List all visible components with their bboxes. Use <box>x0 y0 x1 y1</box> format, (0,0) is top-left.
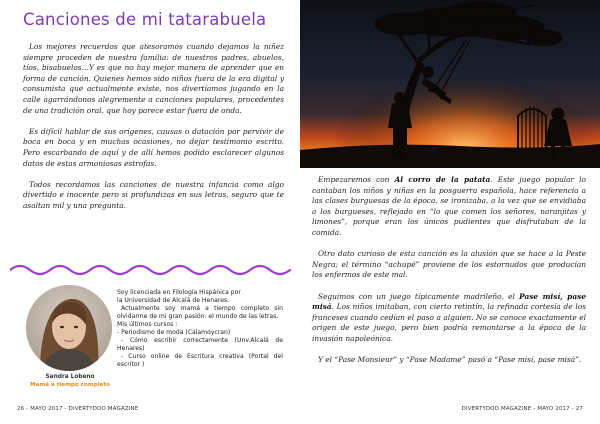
paragraph: Todos recordamos las canciones de nuestra infancia como algo divertido e inocente pero si profundizas en sus letras, seguro que te asaltan mil y una pregunta. <box>23 179 284 210</box>
author-avatar <box>26 285 112 371</box>
bio-line: Soy licenciada en Filología Hispánica por <box>117 289 241 296</box>
bio-line: - Periodismo de moda (Calamoycran) <box>117 329 231 336</box>
sunset-swing-photo <box>300 0 600 168</box>
paragraph-text: Otro dato curioso de esta canción es la alusión que se hace a la Peste Negra; el término “achupé” proviene de los estornudos que producían los enfermos de este mal. <box>312 249 586 280</box>
left-page-footer: 26 - MAYO 2017 - DIVERTYDOO MAGAZINE <box>17 406 139 412</box>
song-title: Pase misí, pase misá <box>312 291 586 312</box>
bio-line: la Universidad de Alcalá de Henares. <box>117 297 230 304</box>
bio-line: - Curso online de Escritura creativa (Portal del escritor ) <box>117 353 283 368</box>
bio-line: Mis últimos cursos : <box>117 321 178 328</box>
paragraph <box>312 175 586 239</box>
paragraph-text: Seguimos con un juego típicamente madrileño, el <box>318 291 520 301</box>
right-article-column <box>312 175 586 376</box>
right-page-footer: DIVERTYDOO MAGAZINE - MAYO 2017 - 27 <box>461 406 583 412</box>
author-name: Sandra Lobeno <box>45 374 95 380</box>
author-role: Mamá a tiempo completo <box>30 382 110 388</box>
paragraph-text: . Este juego popular lo cantaban los niños y niñas en la posguerra española, hace referencia a las clases burguesas de la época, se ironizaba, a la vez que se envidiaba a los burgueses, reflejado en “lo que comen los señores, naranjitas y limones”, porque eran los únicos pudientes que disfrutaban de la comida. <box>312 175 586 237</box>
paragraph: Es difícil hablar de sus orígenes, causas o datación por pervivir de boca en boca y en muchas ocasiones, no dejar testimonio escrito. Pero escarbando de aquí y de allí hemos podido esclarecer algunos datos de estas armoniosas estrofas. <box>23 126 284 168</box>
paragraph-text: Y el “Pase Monsieur” y “Pase Madame” pasó a “Pase misí, pase misá”. <box>318 355 582 365</box>
paragraph <box>312 292 586 345</box>
article-title: Canciones de mi tatarabuela <box>23 10 267 29</box>
paragraph-text: . Los niños imitaban, con cierto retintín, la refinada cortesía de los franceses cuando cedían el paso a alguien. No se conoce exactamente el origen de este juego, pero bien podría remontarse a la época de la invasión napoleónica. <box>312 302 586 343</box>
paragraph: Los mejores recuerdos que atesoramos cuando dejamos la niñez siempre proceden de nuestra familia: de nuestros padres, abuelos, tíos, bisabuelos…Y es que no hay mejor manera de aprender que en forma de canción. Quienes hemos sido niños fuera de la era digital y consumista que actualmente existe, nos divertíamos jugando en la calle agarrándonos alegremente a canciones populares, procedentes de una tradición oral, que hoy parece estar fuera de onda. <box>23 42 284 115</box>
author-bio <box>117 289 283 369</box>
bio-line: - Cómo escribir correctamente (Unv.Alcalá de Henares) <box>117 337 283 352</box>
paragraph <box>312 355 586 366</box>
decorative-wave-divider <box>10 260 292 280</box>
song-title: Al corro de la patata <box>394 175 491 184</box>
paragraph <box>312 249 586 281</box>
paragraph-text: Empezaremos con <box>318 175 395 184</box>
bio-line: Actualmente soy mamá a tiempo completo sin olvidarme de mi gran pasión: el mundo de las letras. <box>117 305 283 320</box>
left-article-column <box>23 42 284 222</box>
right-page <box>300 0 600 424</box>
